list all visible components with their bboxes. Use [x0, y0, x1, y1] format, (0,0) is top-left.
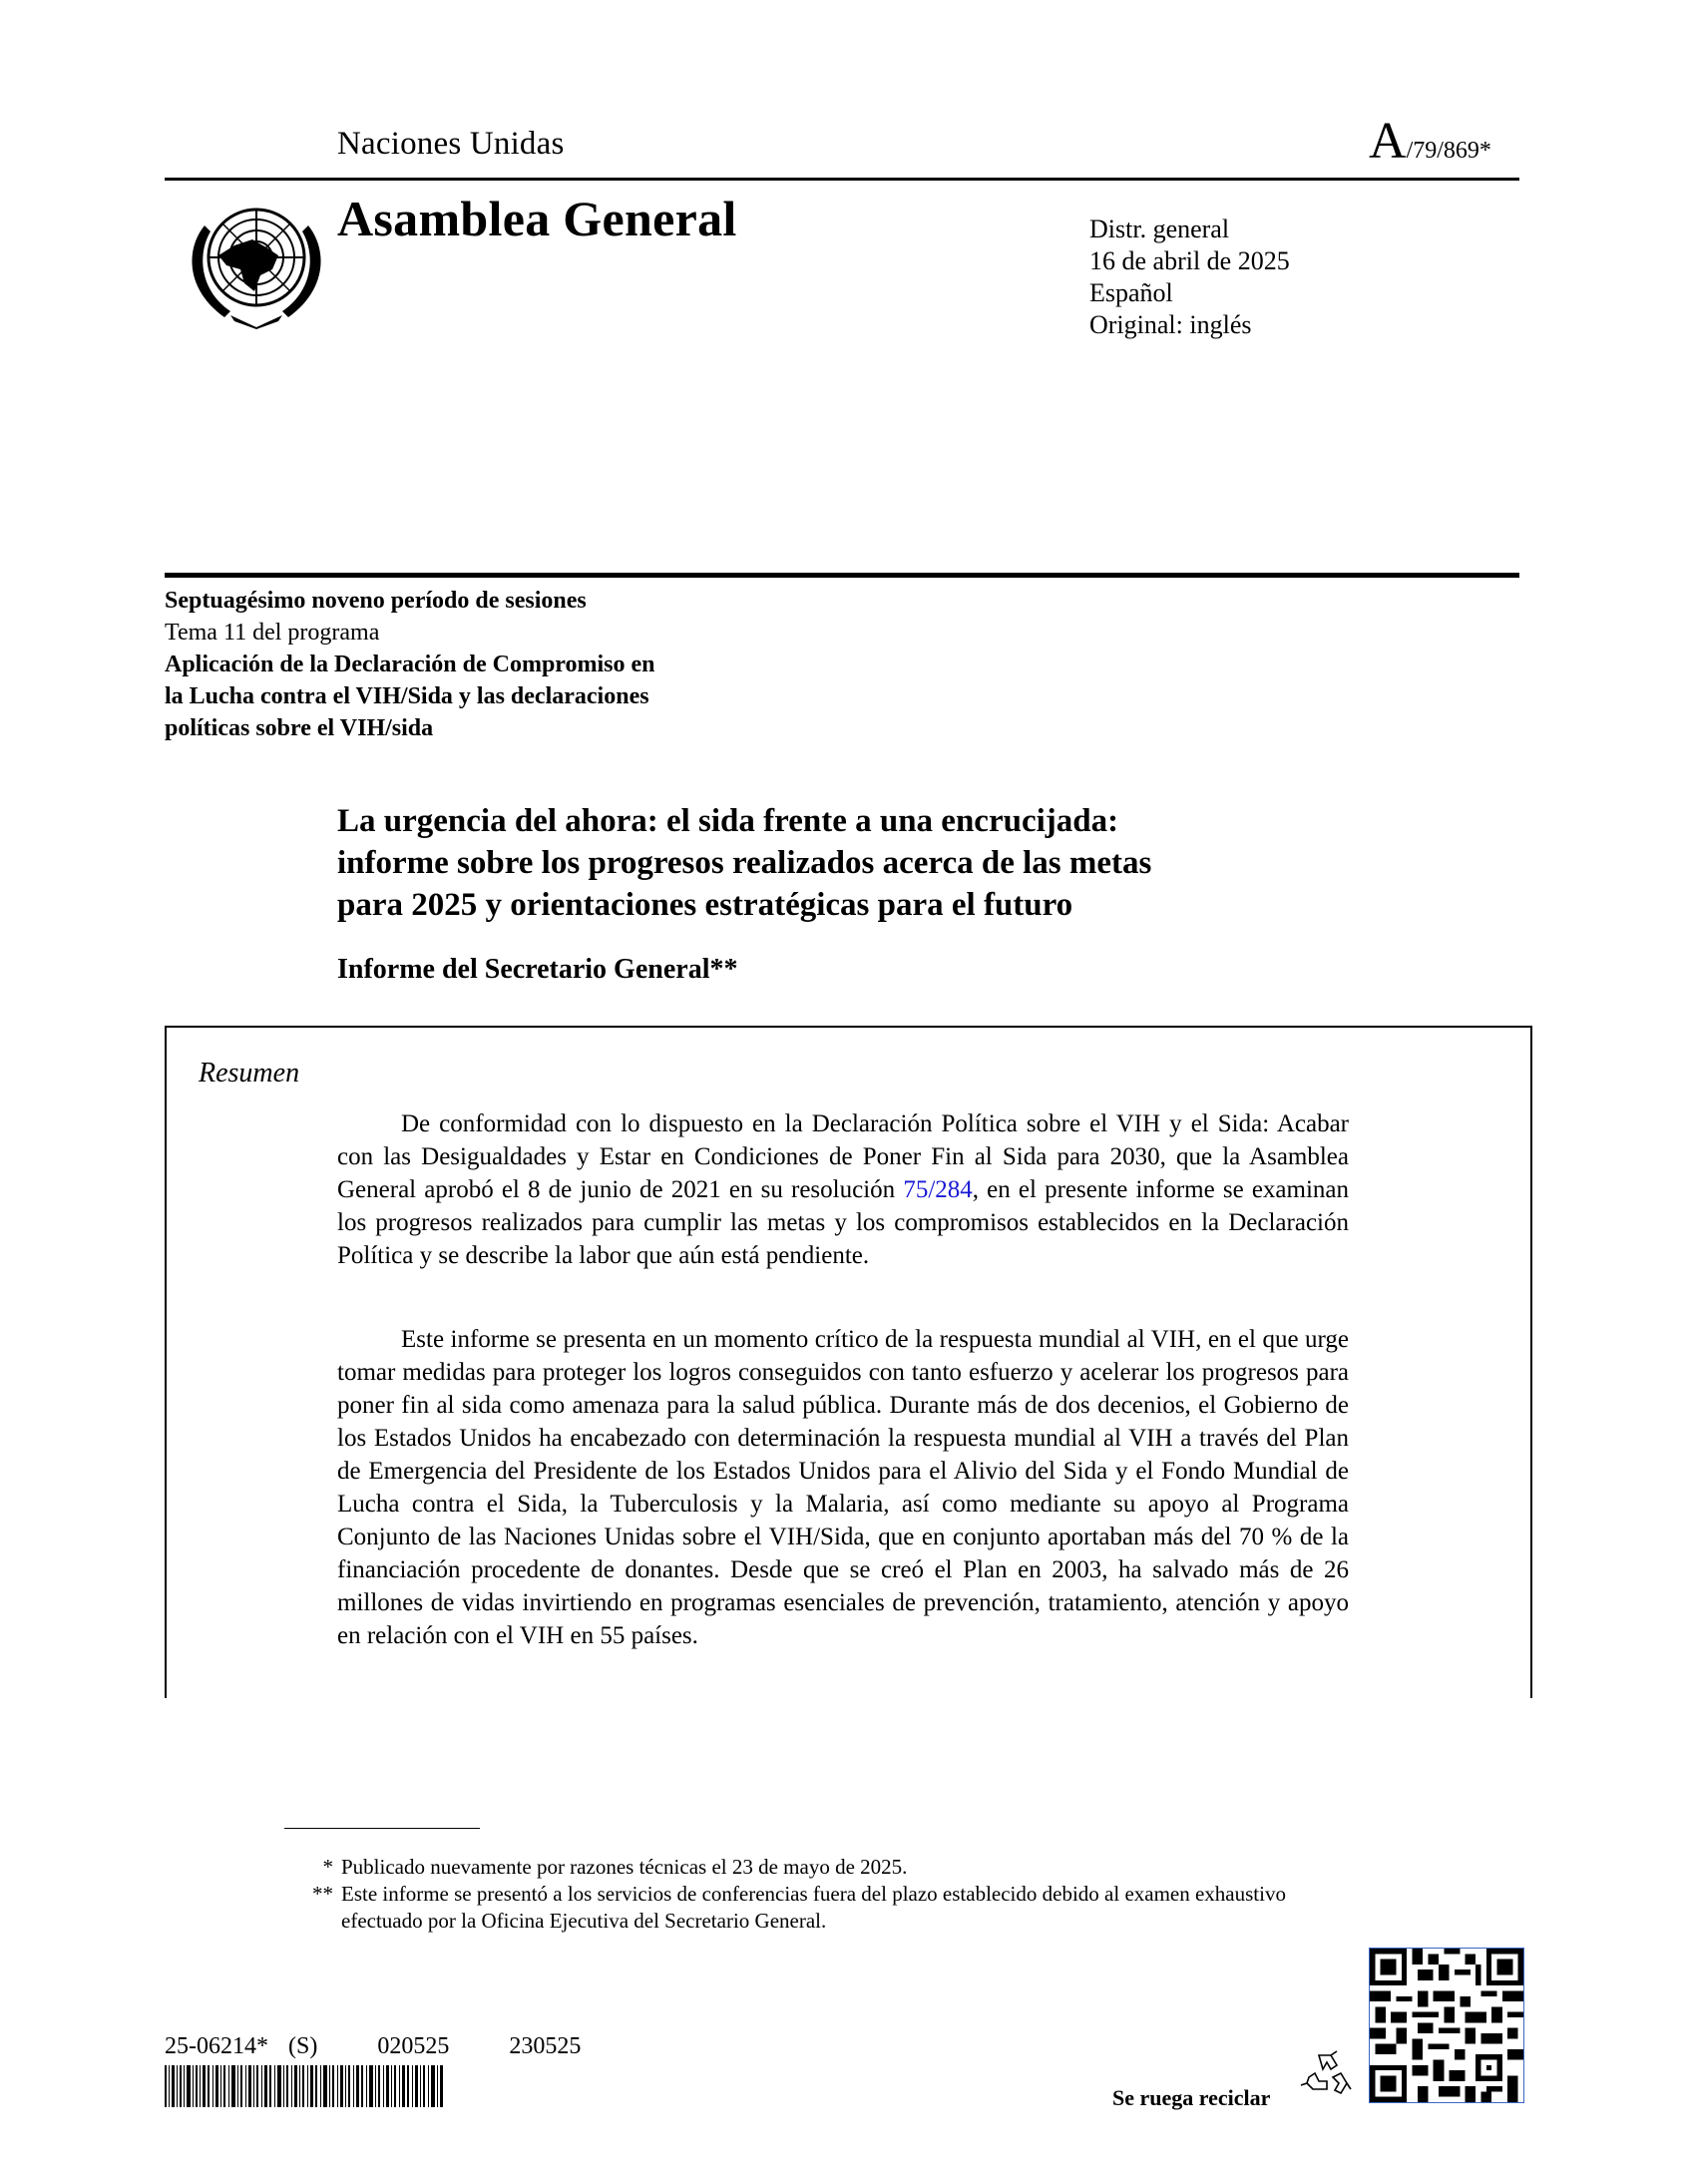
footnote-text: Este informe se presentó a los servicios de conferencias fuera del plazo establecido debido al examen exhaustivo efectuado por la Oficina Ejecutiva del Secretario General. — [341, 1882, 1286, 1933]
original-language: Original: inglés — [1089, 310, 1252, 339]
report-title-line: para 2025 y orientaciones estratégicas para el futuro — [337, 887, 1073, 923]
recycle-icon — [1297, 2047, 1353, 2103]
un-emblem-icon — [175, 196, 338, 329]
recycle-label: Se ruega reciclar — [1112, 2085, 1271, 2110]
paragraph-text: Este informe se presenta en un momento crítico de la respuesta mundial al VIH, en el que urge tomar medidas para proteger los logros conseguidos con tanto esfuerzo y acelerar los progresos para poner fin al sida como amenaza para la salud pública. Durante más de dos decenios, el Gobierno de los Estados Unidos ha encabezado con determinación la respuesta mundial al VIH a través del Plan de Emergencia del Presidente de los Estados Unidos para el Alivio del Sida y el Fondo Mundial de Lucha contra el Sida, la Tuberculosis y la Malaria, así como mediante su apoyo al Programa Conjunto de las Naciones Unidas sobre el VIH/Sida, que en conjunto aportaban más del 70 % de la financiación procedente de donantes. Desde que se creó el Plan en 2003, ha salvado más de 26 millones de vidas invirtiendo en programas esenciales de prevención, tratamiento, atención y apoyo en relación con el VIH en 55 países. — [337, 1326, 1349, 1649]
organization-name: Naciones Unidas — [337, 126, 565, 162]
agenda-block — [165, 585, 655, 744]
barcode-icon — [165, 2065, 444, 2107]
footnote — [289, 1854, 1319, 1881]
report-subtitle: Informe del Secretario General** — [337, 954, 738, 985]
paragraph-text: De conformidad con lo dispuesto en la Declaración Política sobre el VIH y el Sida: Acabar con las Desigualdades y Estar en Condiciones de Poner Fin al Sida para 2030, que la Asamblea General aprobó el 8 de junio de 2021 en su resolución — [337, 1110, 1349, 1203]
agenda-item-title-line: Aplicación de la Declaración de Compromiso en — [165, 652, 655, 677]
body-title: Asamblea General — [337, 191, 737, 246]
job-number: 25-06214* (S) 020525 230525 — [165, 2033, 582, 2059]
distribution-type: Distr. general — [1089, 215, 1230, 243]
session-label: Septuagésimo noveno período de sesiones — [165, 588, 587, 614]
distribution-block — [1089, 214, 1290, 341]
paragraph-text: , en el presente informe se examinan los progresos realizados para cumplir las metas y los compromisos establecidos en la Declaración Política y se describe la labor que aún está pendiente. — [337, 1176, 1350, 1269]
header-rule — [165, 178, 1519, 181]
footnote-separator — [284, 1828, 480, 1829]
report-title-line: informe sobre los progresos realizados acerca de las metas — [337, 845, 1152, 881]
document-language: Español — [1089, 278, 1173, 307]
summary-paragraph-2 — [337, 1323, 1349, 1652]
footnote — [289, 1881, 1319, 1935]
resolution-link[interactable]: 75/284 — [903, 1176, 973, 1203]
footnote-text: Publicado nuevamente por razones técnicas el 23 de mayo de 2025. — [341, 1855, 908, 1879]
symbol-number: /79/869* — [1406, 138, 1491, 164]
summary-heading: Resumen — [199, 1058, 300, 1089]
footnotes — [289, 1854, 1319, 1935]
agenda-rule — [165, 573, 1519, 578]
summary-paragraph-1 — [337, 1107, 1349, 1272]
footnote-mark: * — [322, 1855, 333, 1879]
symbol-letter: A — [1369, 113, 1407, 170]
agenda-item: Tema 11 del programa — [165, 620, 380, 646]
qr-code-icon — [1369, 1948, 1524, 2103]
report-title — [337, 800, 1335, 926]
report-title-line: La urgencia del ahora: el sida frente a una encrucijada: — [337, 803, 1119, 839]
agenda-item-title-line: políticas sobre el VIH/sida — [165, 715, 434, 741]
document-date: 16 de abril de 2025 — [1089, 246, 1290, 275]
footnote-mark: ** — [312, 1882, 333, 1906]
document-symbol — [1369, 112, 1491, 171]
agenda-item-title-line: la Lucha contra el VIH/Sida y las declaraciones — [165, 683, 649, 709]
